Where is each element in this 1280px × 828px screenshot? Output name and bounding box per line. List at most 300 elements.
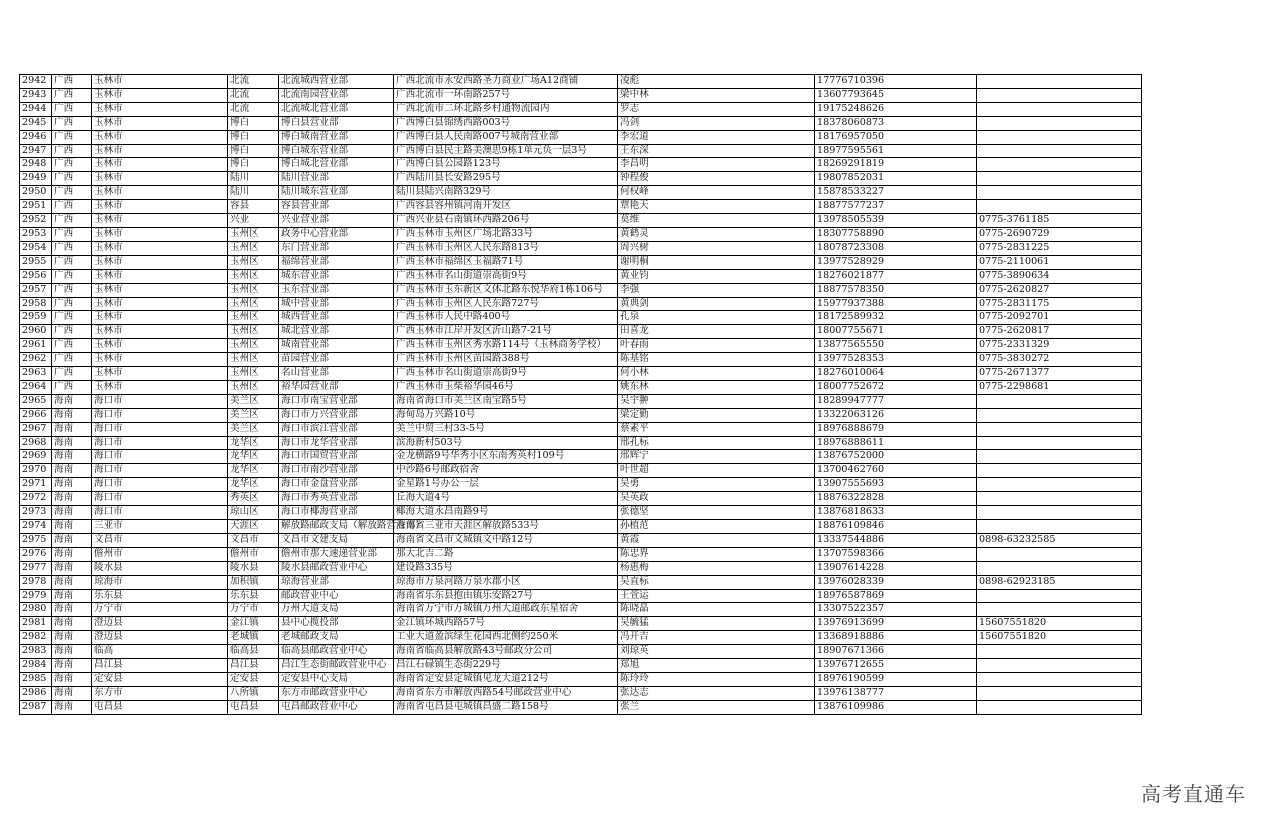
cell-row-number: 2949	[20, 172, 52, 186]
cell-branch-name: 玉东营业部	[279, 283, 394, 297]
cell-district: 玉州区	[228, 325, 279, 339]
cell-row-number: 2964	[20, 380, 52, 394]
cell-contact: 张兰	[618, 700, 815, 714]
table-row	[20, 158, 1142, 172]
cell-branch-name: 城东营业部	[279, 269, 394, 283]
cell-address: 广西玉林市人民中路400号	[394, 311, 618, 325]
cell-city: 玉林市	[92, 380, 228, 394]
cell-contact: 李昌明	[618, 158, 815, 172]
cell-branch-name: 博白城南营业部	[279, 130, 394, 144]
cell-city: 三亚市	[92, 520, 228, 534]
cell-phone: 19175248626	[815, 102, 977, 116]
cell-landline	[977, 102, 1142, 116]
cell-row-number: 2979	[20, 589, 52, 603]
cell-branch-name: 北流城西营业部	[279, 75, 394, 89]
cell-branch-name: 容县营业部	[279, 200, 394, 214]
cell-phone: 18378060873	[815, 116, 977, 130]
table-row	[20, 130, 1142, 144]
cell-city: 海口市	[92, 408, 228, 422]
cell-district: 儋州市	[228, 547, 279, 561]
cell-city: 玉林市	[92, 367, 228, 381]
table-row	[20, 520, 1142, 534]
cell-contact: 孙植范	[618, 520, 815, 534]
table-row	[20, 339, 1142, 353]
cell-province: 海南	[52, 506, 92, 520]
cell-phone: 13907614228	[815, 561, 977, 575]
cell-contact: 吴宇翀	[618, 394, 815, 408]
cell-city: 玉林市	[92, 172, 228, 186]
cell-province: 海南	[52, 450, 92, 464]
cell-province: 海南	[52, 533, 92, 547]
cell-branch-name: 博白城北营业部	[279, 158, 394, 172]
cell-address: 广西博白县民主路美澳思9栋1单元负一层3号	[394, 144, 618, 158]
cell-district: 加积镇	[228, 575, 279, 589]
table-row	[20, 200, 1142, 214]
cell-phone: 13876109986	[815, 700, 977, 714]
table-row	[20, 589, 1142, 603]
table-body	[20, 75, 1142, 715]
cell-branch-name: 城南营业部	[279, 339, 394, 353]
cell-contact: 陈晓晶	[618, 603, 815, 617]
cell-landline: 15607551820	[977, 617, 1142, 631]
table-row	[20, 603, 1142, 617]
cell-phone: 18907671366	[815, 645, 977, 659]
cell-row-number: 2957	[20, 283, 52, 297]
cell-row-number: 2958	[20, 297, 52, 311]
table-row	[20, 255, 1142, 269]
cell-row-number: 2948	[20, 158, 52, 172]
cell-phone: 18307758890	[815, 227, 977, 241]
cell-district: 北流	[228, 102, 279, 116]
cell-row-number: 2983	[20, 645, 52, 659]
cell-landline	[977, 158, 1142, 172]
table-row	[20, 394, 1142, 408]
cell-address: 广西玉林市江岸开发区沂山路7-21号	[394, 325, 618, 339]
cell-city: 乐东县	[92, 589, 228, 603]
cell-phone: 13976712655	[815, 659, 977, 673]
cell-contact: 周兴树	[618, 241, 815, 255]
cell-province: 广西	[52, 339, 92, 353]
cell-district: 美兰区	[228, 422, 279, 436]
cell-district: 玉州区	[228, 241, 279, 255]
cell-branch-name: 东门营业部	[279, 241, 394, 255]
cell-branch-name: 海口市万兴营业部	[279, 408, 394, 422]
table-row	[20, 353, 1142, 367]
cell-address: 广西博白县人民南路007号城南营业部	[394, 130, 618, 144]
cell-city: 玉林市	[92, 283, 228, 297]
cell-district: 玉州区	[228, 269, 279, 283]
cell-province: 广西	[52, 241, 92, 255]
cell-landline: 0775-2671377	[977, 367, 1142, 381]
cell-province: 海南	[52, 631, 92, 645]
cell-contact: 陈玲玲	[618, 672, 815, 686]
cell-row-number: 2950	[20, 186, 52, 200]
watermark: 高考直通车	[1141, 782, 1246, 806]
cell-branch-name: 陆川营业部	[279, 172, 394, 186]
cell-address: 滨海新村503号	[394, 436, 618, 450]
cell-district: 美兰区	[228, 408, 279, 422]
table-row	[20, 659, 1142, 673]
cell-address: 金江镇环城西路57号	[394, 617, 618, 631]
cell-phone: 13976913699	[815, 617, 977, 631]
cell-address: 建设路335号	[394, 561, 618, 575]
cell-landline: 0775-3761185	[977, 214, 1142, 228]
cell-phone: 13877565550	[815, 339, 977, 353]
cell-row-number: 2961	[20, 339, 52, 353]
table-row	[20, 686, 1142, 700]
cell-phone: 13976028339	[815, 575, 977, 589]
cell-address: 广西容县容州镇河南开发区	[394, 200, 618, 214]
cell-row-number: 2966	[20, 408, 52, 422]
table-row	[20, 450, 1142, 464]
cell-landline	[977, 450, 1142, 464]
cell-landline: 0775-2331329	[977, 339, 1142, 353]
table-row	[20, 575, 1142, 589]
cell-contact: 叶春雨	[618, 339, 815, 353]
cell-address: 广西玉林市玉州区人民东路813号	[394, 241, 618, 255]
cell-city: 玉林市	[92, 325, 228, 339]
cell-city: 玉林市	[92, 241, 228, 255]
cell-landline	[977, 700, 1142, 714]
cell-row-number: 2955	[20, 255, 52, 269]
cell-landline: 0775-2110061	[977, 255, 1142, 269]
cell-address: 海南省乐东县抱由镇乐安路27号	[394, 589, 618, 603]
cell-contact: 邢辉宁	[618, 450, 815, 464]
table-row	[20, 241, 1142, 255]
cell-landline: 0775-3830272	[977, 353, 1142, 367]
cell-branch-name: 海口市秀英营业部	[279, 492, 394, 506]
table-row	[20, 492, 1142, 506]
cell-contact: 陈基铭	[618, 353, 815, 367]
cell-city: 玉林市	[92, 186, 228, 200]
cell-province: 海南	[52, 492, 92, 506]
cell-branch-name: 万州大道支局	[279, 603, 394, 617]
cell-district: 陆川	[228, 172, 279, 186]
cell-district: 博白	[228, 144, 279, 158]
cell-province: 海南	[52, 686, 92, 700]
cell-row-number: 2951	[20, 200, 52, 214]
cell-address: 丘海大道4号	[394, 492, 618, 506]
cell-landline	[977, 492, 1142, 506]
cell-address: 金龙横路9号华秀小区东南秀英村109号	[394, 450, 618, 464]
cell-district: 龙华区	[228, 450, 279, 464]
cell-province: 海南	[52, 436, 92, 450]
cell-landline	[977, 659, 1142, 673]
cell-contact: 谢明桐	[618, 255, 815, 269]
cell-city: 海口市	[92, 478, 228, 492]
cell-phone: 13976138777	[815, 686, 977, 700]
cell-landline	[977, 547, 1142, 561]
cell-district: 容县	[228, 200, 279, 214]
cell-contact: 莫维	[618, 214, 815, 228]
cell-address: 海南省东方市解放西路54号邮政营业中心	[394, 686, 618, 700]
cell-row-number: 2984	[20, 659, 52, 673]
cell-landline	[977, 436, 1142, 450]
cell-province: 海南	[52, 408, 92, 422]
cell-province: 海南	[52, 700, 92, 714]
cell-row-number: 2962	[20, 353, 52, 367]
cell-city: 澄迈县	[92, 617, 228, 631]
cell-province: 广西	[52, 283, 92, 297]
cell-row-number: 2952	[20, 214, 52, 228]
cell-district: 博白	[228, 116, 279, 130]
cell-contact: 陈忠界	[618, 547, 815, 561]
cell-branch-name: 屯昌邮政营业中心	[279, 700, 394, 714]
cell-row-number: 2980	[20, 603, 52, 617]
cell-contact: 王萱运	[618, 589, 815, 603]
table-row	[20, 631, 1142, 645]
cell-address: 陆川县陆兴南路329号	[394, 186, 618, 200]
cell-province: 广西	[52, 353, 92, 367]
cell-branch-name: 陵水县邮政营业中心	[279, 561, 394, 575]
cell-landline	[977, 686, 1142, 700]
cell-row-number: 2985	[20, 672, 52, 686]
cell-landline: 0775-2620827	[977, 283, 1142, 297]
table-row	[20, 422, 1142, 436]
table-row	[20, 144, 1142, 158]
cell-row-number: 2965	[20, 394, 52, 408]
cell-branch-name: 博白县营业部	[279, 116, 394, 130]
cell-address: 美兰中贸三村33-5号	[394, 422, 618, 436]
cell-district: 北流	[228, 88, 279, 102]
cell-district: 玉州区	[228, 339, 279, 353]
cell-province: 广西	[52, 75, 92, 89]
cell-city: 临高	[92, 645, 228, 659]
cell-district: 玉州区	[228, 311, 279, 325]
cell-province: 广西	[52, 172, 92, 186]
cell-branch-name: 定安县中心支局	[279, 672, 394, 686]
cell-landline	[977, 144, 1142, 158]
cell-branch-name: 琼海营业部	[279, 575, 394, 589]
cell-row-number: 2977	[20, 561, 52, 575]
cell-phone: 18976190599	[815, 672, 977, 686]
cell-branch-name: 邮政营业中心	[279, 589, 394, 603]
cell-province: 广西	[52, 102, 92, 116]
cell-landline: 0775-2298681	[977, 380, 1142, 394]
cell-landline	[977, 603, 1142, 617]
cell-contact: 覃艳天	[618, 200, 815, 214]
table-row	[20, 269, 1142, 283]
cell-row-number: 2976	[20, 547, 52, 561]
cell-row-number: 2978	[20, 575, 52, 589]
cell-address: 海甸岛万兴路10号	[394, 408, 618, 422]
cell-row-number: 2947	[20, 144, 52, 158]
cell-district: 金江镇	[228, 617, 279, 631]
cell-city: 玉林市	[92, 255, 228, 269]
cell-contact: 黄典剑	[618, 297, 815, 311]
cell-city: 昌江县	[92, 659, 228, 673]
cell-city: 玉林市	[92, 297, 228, 311]
cell-row-number: 2946	[20, 130, 52, 144]
cell-landline: 0898-63232585	[977, 533, 1142, 547]
cell-row-number: 2956	[20, 269, 52, 283]
cell-city: 海口市	[92, 394, 228, 408]
cell-contact: 邢孔标	[618, 436, 815, 450]
table-row	[20, 367, 1142, 381]
cell-province: 海南	[52, 617, 92, 631]
table-row	[20, 214, 1142, 228]
cell-row-number: 2969	[20, 450, 52, 464]
cell-city: 玉林市	[92, 214, 228, 228]
cell-contact: 李强	[618, 283, 815, 297]
cell-phone: 13707598366	[815, 547, 977, 561]
cell-address: 广西博白县锦绣西路003号	[394, 116, 618, 130]
table-row	[20, 116, 1142, 130]
cell-landline	[977, 478, 1142, 492]
cell-branch-name: 海口市南沙营业部	[279, 464, 394, 478]
cell-phone: 19807852031	[815, 172, 977, 186]
cell-contact: 刘琼英	[618, 645, 815, 659]
cell-city: 玉林市	[92, 75, 228, 89]
cell-phone: 18976888679	[815, 422, 977, 436]
cell-city: 玉林市	[92, 116, 228, 130]
cell-landline	[977, 672, 1142, 686]
cell-phone: 18078723308	[815, 241, 977, 255]
cell-province: 海南	[52, 464, 92, 478]
cell-landline: 0775-3890634	[977, 269, 1142, 283]
cell-row-number: 2953	[20, 227, 52, 241]
cell-city: 玉林市	[92, 102, 228, 116]
branch-table	[19, 74, 1142, 715]
cell-address: 广西玉林市名山街道崇高街9号	[394, 269, 618, 283]
cell-address: 广西北流市永安西路圣力商业广场A12商铺	[394, 75, 618, 89]
cell-address: 海南省定安县定城镇见龙大道212号	[394, 672, 618, 686]
cell-landline: 0775-2690729	[977, 227, 1142, 241]
cell-province: 海南	[52, 478, 92, 492]
cell-contact: 吴毓猛	[618, 617, 815, 631]
cell-row-number: 2973	[20, 506, 52, 520]
cell-row-number: 2954	[20, 241, 52, 255]
cell-landline: 0775-2092701	[977, 311, 1142, 325]
cell-city: 儋州市	[92, 547, 228, 561]
cell-city: 海口市	[92, 436, 228, 450]
cell-branch-name: 城中营业部	[279, 297, 394, 311]
cell-branch-name: 苗园营业部	[279, 353, 394, 367]
cell-city: 屯昌县	[92, 700, 228, 714]
cell-row-number: 2945	[20, 116, 52, 130]
table-row	[20, 380, 1142, 394]
cell-branch-name: 城北营业部	[279, 325, 394, 339]
cell-province: 海南	[52, 659, 92, 673]
cell-contact: 田喜龙	[618, 325, 815, 339]
cell-province: 海南	[52, 561, 92, 575]
cell-city: 琼海市	[92, 575, 228, 589]
table-row	[20, 227, 1142, 241]
cell-province: 海南	[52, 394, 92, 408]
cell-address: 海南省文昌市文城镇文中路12号	[394, 533, 618, 547]
cell-contact: 孔泉	[618, 311, 815, 325]
cell-contact: 张德坚	[618, 506, 815, 520]
cell-contact: 黄霞	[618, 533, 815, 547]
cell-landline	[977, 200, 1142, 214]
cell-contact: 梁中林	[618, 88, 815, 102]
cell-phone: 18289947777	[815, 394, 977, 408]
table-row	[20, 645, 1142, 659]
cell-row-number: 2942	[20, 75, 52, 89]
cell-address: 广西玉林市玉州区苗园路388号	[394, 353, 618, 367]
cell-province: 广西	[52, 380, 92, 394]
cell-phone: 13607793645	[815, 88, 977, 102]
cell-address: 海南省万宁市万城镇万州大道邮政东星宿舍	[394, 603, 618, 617]
cell-district: 乐东县	[228, 589, 279, 603]
cell-contact: 冯开吉	[618, 631, 815, 645]
cell-district: 玉州区	[228, 255, 279, 269]
cell-address: 那大北吉二路	[394, 547, 618, 561]
cell-province: 广西	[52, 255, 92, 269]
cell-phone: 13907555693	[815, 478, 977, 492]
cell-landline	[977, 589, 1142, 603]
table-row	[20, 311, 1142, 325]
cell-district: 龙华区	[228, 478, 279, 492]
table-row	[20, 506, 1142, 520]
cell-phone: 13876818633	[815, 506, 977, 520]
cell-landline	[977, 88, 1142, 102]
cell-phone: 13876752000	[815, 450, 977, 464]
cell-branch-name: 博白城东营业部	[279, 144, 394, 158]
cell-phone: 13978505539	[815, 214, 977, 228]
table-row	[20, 283, 1142, 297]
cell-province: 海南	[52, 575, 92, 589]
cell-address: 中沙路6号邮政宿舍	[394, 464, 618, 478]
cell-address: 广西玉林市福绵区玉福路71号	[394, 255, 618, 269]
cell-district: 玉州区	[228, 367, 279, 381]
cell-district: 龙华区	[228, 464, 279, 478]
cell-city: 玉林市	[92, 339, 228, 353]
table-row	[20, 88, 1142, 102]
cell-district: 玉州区	[228, 227, 279, 241]
cell-landline	[977, 186, 1142, 200]
cell-branch-name: 名山营业部	[279, 367, 394, 381]
table-row	[20, 297, 1142, 311]
cell-branch-name: 海口市南宝营业部	[279, 394, 394, 408]
cell-city: 玉林市	[92, 200, 228, 214]
cell-contact: 叶世超	[618, 464, 815, 478]
cell-city: 澄迈县	[92, 631, 228, 645]
cell-province: 海南	[52, 603, 92, 617]
cell-contact: 梁定勤	[618, 408, 815, 422]
cell-branch-name: 北流南园营业部	[279, 88, 394, 102]
cell-district: 昌江县	[228, 659, 279, 673]
cell-phone: 18876109846	[815, 520, 977, 534]
cell-district: 屯昌县	[228, 700, 279, 714]
cell-landline	[977, 130, 1142, 144]
cell-district: 临高县	[228, 645, 279, 659]
cell-city: 玉林市	[92, 311, 228, 325]
cell-row-number: 2972	[20, 492, 52, 506]
cell-city: 陵水县	[92, 561, 228, 575]
cell-row-number: 2986	[20, 686, 52, 700]
cell-row-number: 2975	[20, 533, 52, 547]
cell-district: 玉州区	[228, 353, 279, 367]
table-row	[20, 672, 1142, 686]
cell-province: 海南	[52, 645, 92, 659]
cell-address: 广西北流市二环北路乡村通物流园内	[394, 102, 618, 116]
cell-phone: 18276010064	[815, 367, 977, 381]
cell-phone: 18977595561	[815, 144, 977, 158]
table-row	[20, 408, 1142, 422]
cell-district: 北流	[228, 75, 279, 89]
cell-province: 广西	[52, 367, 92, 381]
cell-province: 广西	[52, 144, 92, 158]
cell-city: 东方市	[92, 686, 228, 700]
cell-row-number: 2971	[20, 478, 52, 492]
cell-province: 海南	[52, 547, 92, 561]
cell-province: 海南	[52, 520, 92, 534]
cell-district: 陵水县	[228, 561, 279, 575]
cell-landline	[977, 75, 1142, 89]
cell-landline	[977, 408, 1142, 422]
cell-landline: 0775-2831225	[977, 241, 1142, 255]
